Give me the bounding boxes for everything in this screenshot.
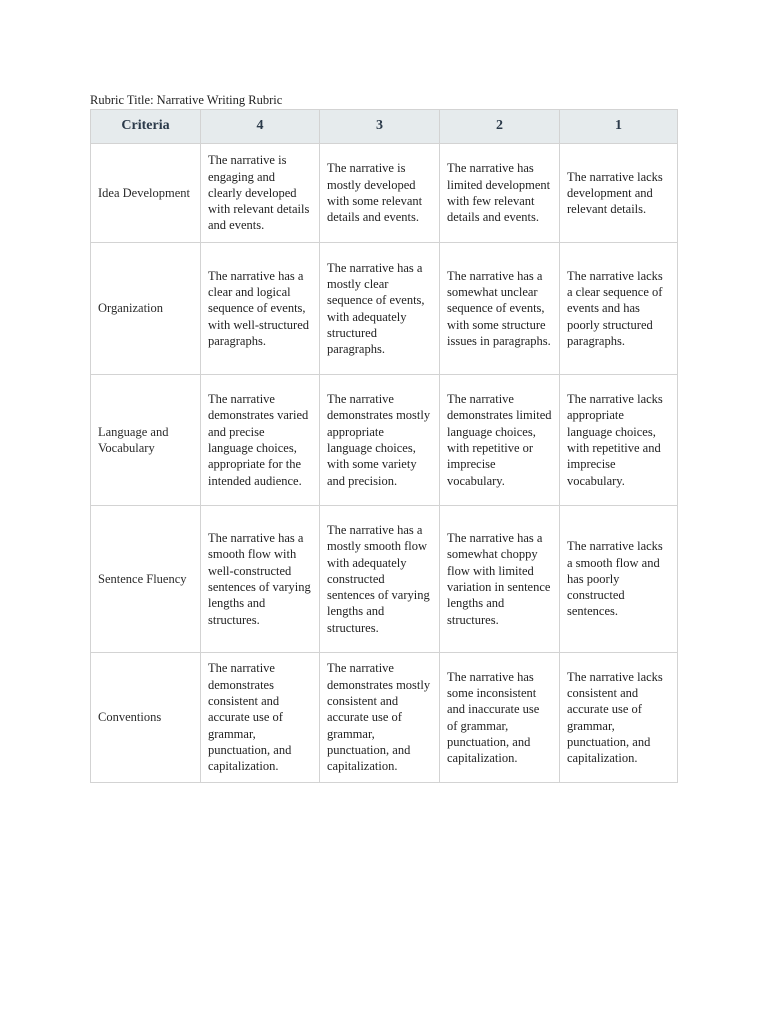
score-2-cell: The narrative has a somewhat choppy flow with limited variation in sentence lengths and structures. xyxy=(440,506,560,653)
criteria-cell: Language and Vocabulary xyxy=(91,375,201,506)
header-score-3: 3 xyxy=(320,110,440,144)
score-1-cell: The narrative lacks development and relevant details. xyxy=(560,144,678,243)
rubric-body xyxy=(91,144,678,783)
table-row xyxy=(91,243,678,375)
score-4-cell: The narrative is engaging and clearly developed with relevant details and events. xyxy=(201,144,320,243)
header-row xyxy=(91,110,678,144)
rubric-table xyxy=(90,109,678,783)
score-1-cell: The narrative lacks appropriate language choices, with repetitive and imprecise vocabulary. xyxy=(560,375,678,506)
score-3-cell: The narrative is mostly developed with some relevant details and events. xyxy=(320,144,440,243)
criteria-cell: Sentence Fluency xyxy=(91,506,201,653)
score-2-cell: The narrative has some inconsistent and inaccurate use of grammar, punctuation, and capitalization. xyxy=(440,653,560,783)
score-3-cell: The narrative has a mostly smooth flow with adequately constructed sentences of varying lengths and structures. xyxy=(320,506,440,653)
score-2-cell: The narrative has a somewhat unclear sequence of events, with some structure issues in paragraphs. xyxy=(440,243,560,375)
criteria-cell: Organization xyxy=(91,243,201,375)
score-4-cell: The narrative has a smooth flow with well-constructed sentences of varying lengths and structures. xyxy=(201,506,320,653)
score-4-cell: The narrative demonstrates varied and precise language choices, appropriate for the intended audience. xyxy=(201,375,320,506)
table-row xyxy=(91,506,678,653)
score-1-cell: The narrative lacks a clear sequence of events and has poorly structured paragraphs. xyxy=(560,243,678,375)
table-row xyxy=(91,375,678,506)
score-3-cell: The narrative demonstrates mostly consistent and accurate use of grammar, punctuation, and capitalization. xyxy=(320,653,440,783)
score-2-cell: The narrative demonstrates limited language choices, with repetitive or imprecise vocabulary. xyxy=(440,375,560,506)
table-row xyxy=(91,144,678,243)
score-1-cell: The narrative lacks consistent and accurate use of grammar, punctuation, and capitalization. xyxy=(560,653,678,783)
score-4-cell: The narrative has a clear and logical sequence of events, with well-structured paragraphs. xyxy=(201,243,320,375)
criteria-cell: Conventions xyxy=(91,653,201,783)
rubric-title: Rubric Title: Narrative Writing Rubric xyxy=(90,93,283,107)
criteria-cell: Idea Development xyxy=(91,144,201,243)
score-4-cell: The narrative demonstrates consistent and accurate use of grammar, punctuation, and capitalization. xyxy=(201,653,320,783)
score-1-cell: The narrative lacks a smooth flow and has poorly constructed sentences. xyxy=(560,506,678,653)
score-2-cell: The narrative has limited development with few relevant details and events. xyxy=(440,144,560,243)
header-criteria: Criteria xyxy=(91,110,201,144)
table-row xyxy=(91,653,678,783)
header-score-2: 2 xyxy=(440,110,560,144)
score-3-cell: The narrative has a mostly clear sequence of events, with adequately structured paragraphs. xyxy=(320,243,440,375)
header-score-1: 1 xyxy=(560,110,678,144)
header-score-4: 4 xyxy=(201,110,320,144)
rubric-header xyxy=(91,110,678,144)
score-3-cell: The narrative demonstrates mostly appropriate language choices, with some variety and precision. xyxy=(320,375,440,506)
